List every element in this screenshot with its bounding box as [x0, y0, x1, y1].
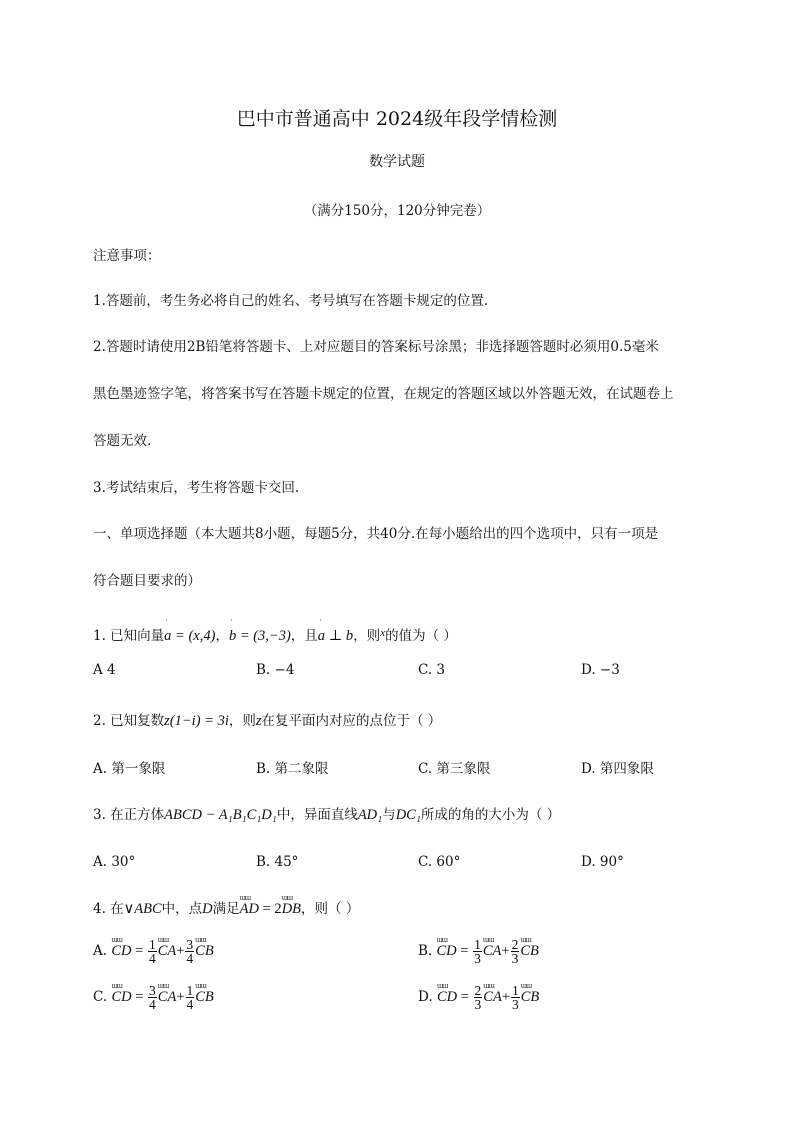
q1-text-e: 的值为（ ） [385, 628, 457, 644]
notice-heading: 注意事项： [93, 248, 161, 264]
q4-text-c: 满足 [212, 901, 240, 917]
q2-option-b: B. 第二象限 [256, 761, 329, 777]
q4-option-c-vec-1: ɯɯ CA [158, 988, 177, 1006]
q4-point: D [202, 901, 213, 917]
notice-item-2: 2.答题时请使用2B铅笔将答题卡、上对应题目的答案标号涂黑；非选择题答题时必须用0.5毫米 [93, 339, 659, 355]
q1-variable: x [380, 627, 386, 639]
section-heading-cont: 符合题目要求的） [93, 573, 201, 589]
q4-option-b: B. ɯɯ CD = $\frac{1}{3}$ ɯɯ CA+ $\frac{2}{3}$ ɯɯ CB [418, 938, 539, 965]
section-heading: 一、单项选择题（本大题共8小题，每题5分，共40分.在每小题给出的四个选项中，只有一项是 [93, 526, 659, 542]
q4-option-a-vec-1: ɯɯ CA [158, 942, 177, 960]
q4-option-a-frac-1: $\frac{1}{4}$ [148, 937, 156, 966]
q4-option-a: A. ɯɯ CD = $\frac{1}{4}$ ɯɯ CA+ $\frac{3}{4}$ ɯɯ CB [93, 938, 214, 965]
notice-item-2-cont: 黑色墨迹签字笔，将答案书写在答题卡规定的位置，在规定的答题区域以外答题无效，在试题卷上 [93, 386, 674, 402]
q4-option-d-label: D. [418, 989, 433, 1005]
notice-item-1: 1.答题前，考生务必将自己的姓名、考号填写在答题卡规定的位置. [93, 293, 489, 309]
q1-text-d: ，则 [353, 628, 381, 644]
q3-cube: ABCD − A₁B₁C₁D₁ [164, 807, 277, 823]
q4-option-b-vec-1: ɯɯ CA [483, 942, 502, 960]
q1-vector-b: ˈ b = (3,−3) [229, 627, 291, 645]
q4-option-b-lhs: ɯɯ CD [437, 942, 457, 960]
q2-option-c: C. 第三象限 [418, 761, 491, 777]
exam-title: 巴中市普通高中 2024级年段学情检测 [236, 108, 558, 130]
q1-text-c: ，且 [290, 628, 318, 644]
q4-option-c: C. ɯɯ CD = $\frac{3}{4}$ ɯɯ CA+ $\frac{1}{4}$ ɯɯ CB [93, 984, 214, 1011]
q4-option-d-vec-1: ɯɯ CA [483, 988, 502, 1006]
question-2 [93, 712, 441, 730]
q4-option-d-frac-2: $\frac{1}{3}$ [512, 983, 519, 1012]
q1-option-d: D. −3 [581, 662, 620, 678]
q4-option-c-frac-2: $\frac{1}{4}$ [186, 983, 194, 1012]
q3-line-2: DC₁ [395, 807, 421, 823]
q2-text-b: ，则 [228, 713, 256, 729]
exam-subtitle: 数学试题 [369, 154, 425, 170]
q3-line-1: AD₁ [357, 807, 383, 823]
q3-option-b: B. 45° [256, 854, 299, 870]
q4-option-d-lhs: ɯɯ CD [437, 988, 457, 1006]
q4-triangle: ∨ABC [123, 901, 162, 917]
q4-option-c-vec-2: ɯɯ CB [195, 988, 214, 1006]
q4-option-d-vec-2: ɯɯ CB [521, 988, 540, 1006]
q4-option-b-frac-2: $\frac{2}{3}$ [511, 937, 519, 966]
q4-option-b-frac-1: $\frac{1}{3}$ [474, 937, 481, 966]
q3-option-a: A. 30° [93, 854, 136, 870]
q1-text-b: ， [215, 628, 229, 644]
q4-equals-two: = 2 [259, 901, 282, 917]
q2-variable: z [255, 713, 262, 729]
question-3 [93, 806, 560, 824]
q3-text-a: 3. 在正方体 [93, 807, 165, 823]
q3-text-d: 所成的角的大小为（ ） [420, 807, 561, 823]
q1-option-b: B. −4 [256, 662, 295, 678]
q2-text-a: 2. 已知复数 [93, 713, 165, 729]
question-1 [93, 624, 457, 645]
q1-perp-condition: ˈ a ⊥ b [318, 627, 353, 645]
notice-item-2-end: 答题无效. [93, 433, 152, 449]
q4-option-a-frac-2: $\frac{3}{4}$ [186, 937, 194, 966]
q4-option-a-lhs: ɯɯ CD [111, 942, 131, 960]
q3-option-c: C. 60° [418, 854, 461, 870]
exam-note: （满分150分，120分钟完卷） [303, 203, 491, 219]
q1-option-c: C. 3 [418, 662, 446, 678]
q4-text-b: 中，点 [161, 901, 203, 917]
q4-vector-ad: ɯɯ AD [240, 900, 259, 918]
q2-option-a: A. 第一象限 [93, 761, 166, 777]
q1-vector-a: ˈ a = (x,4) [164, 627, 215, 645]
question-4 [93, 900, 359, 918]
q4-option-d-frac-1: $\frac{2}{3}$ [474, 983, 482, 1012]
q4-option-c-label: C. [93, 989, 108, 1005]
q3-option-d: D. 90° [581, 854, 624, 870]
q4-option-a-vec-2: ɯɯ CB [195, 942, 214, 960]
q2-text-c: 在复平面内对应的点位于（ ） [261, 713, 442, 729]
q2-equation: z(1−i) = 3i [164, 713, 229, 729]
q4-option-a-label: A. [93, 943, 108, 959]
q2-option-d: D. 第四象限 [581, 761, 654, 777]
q1-text-a: 1. 已知向量 [93, 628, 165, 644]
q1-option-a: A 4 [93, 662, 116, 678]
q4-option-c-frac-1: $\frac{3}{4}$ [149, 983, 156, 1012]
q4-option-d: D. ɯɯ CD = $\frac{2}{3}$ ɯɯ CA+ $\frac{1}{3}$ ɯɯ CB [418, 984, 539, 1011]
q4-vector-db: ɯɯ DB [282, 900, 301, 918]
q4-text-a: 4. 在 [93, 901, 124, 917]
q4-text-d: ，则（ ） [301, 901, 360, 917]
q4-option-c-lhs: ɯɯ CD [111, 988, 131, 1006]
q4-option-b-vec-2: ɯɯ CB [520, 942, 539, 960]
q3-text-c: 与 [382, 807, 396, 823]
q3-text-b: 中，异面直线 [276, 807, 358, 823]
q4-option-b-label: B. [418, 943, 433, 959]
notice-item-3: 3.考试结束后，考生将答题卡交回. [93, 480, 300, 496]
